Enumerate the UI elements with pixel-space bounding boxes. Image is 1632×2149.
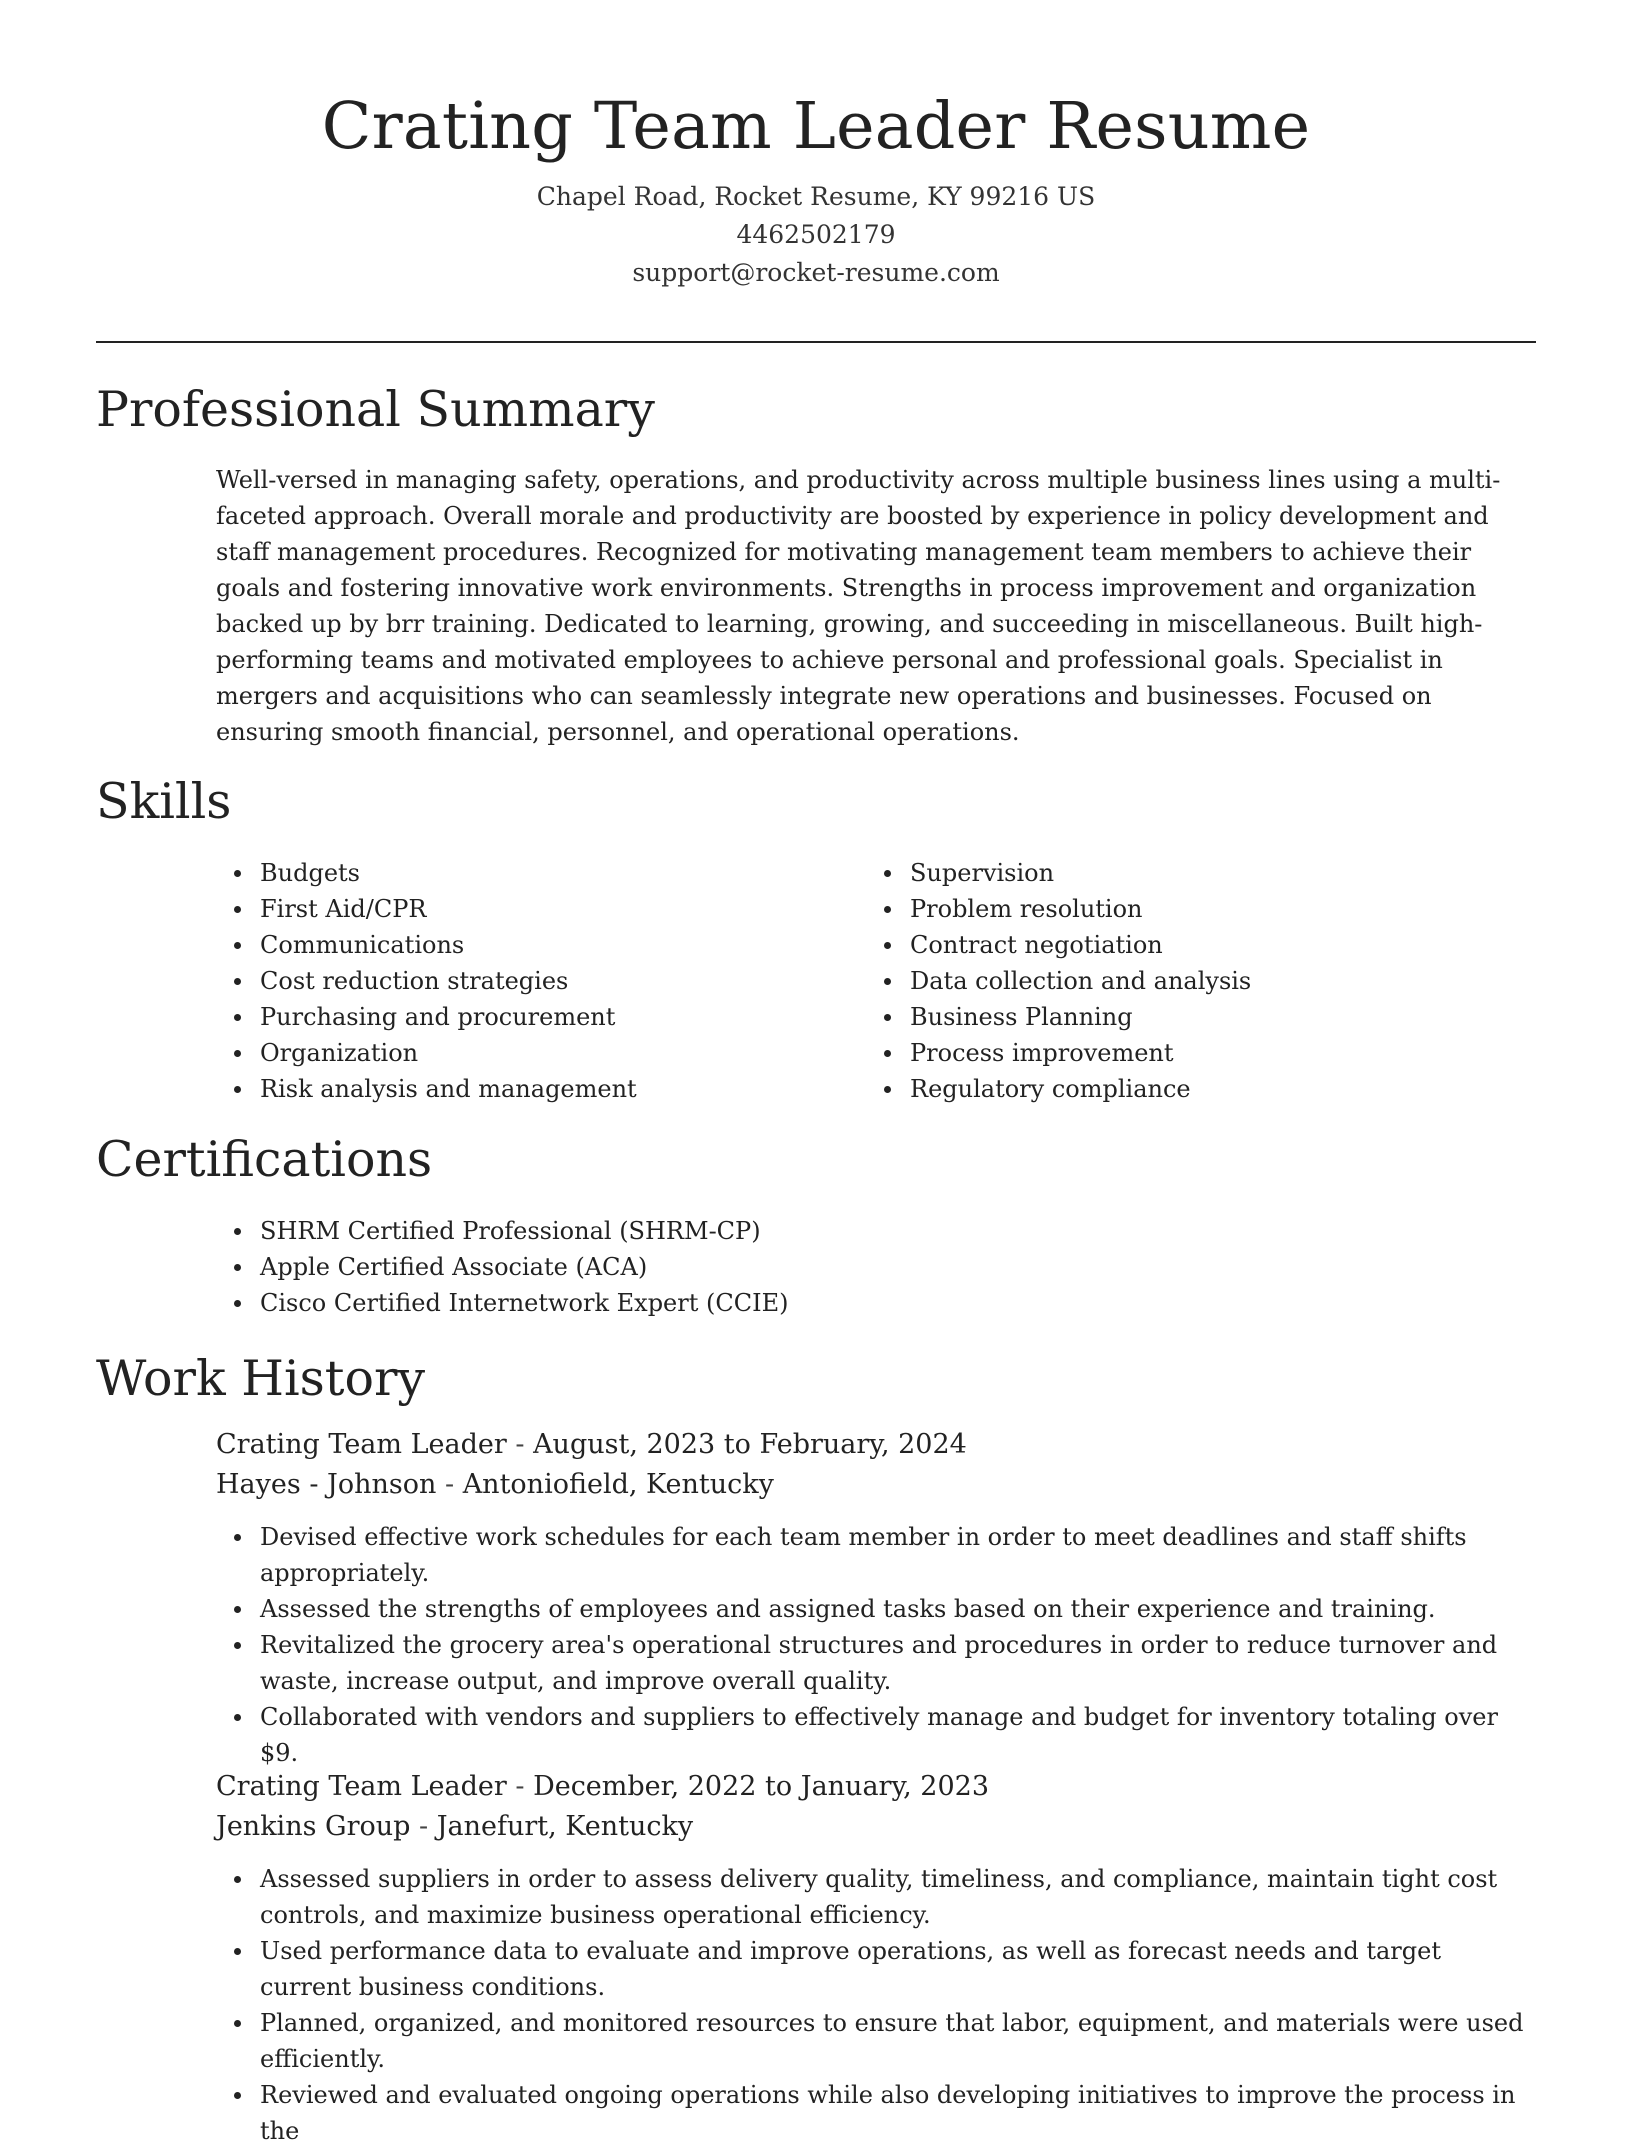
summary-text: Well-versed in managing safety, operations, and productivity across multiple business lines using a multi-faceted approach. Overall morale and productivity are boosted by experience in policy development and staff management procedures. Recognized for motivating management team members to achieve their goals and fostering innovative work environments. Strengths in process improvement and organization backed up by brr training. Dedicated to learning, growing, and succeeding in miscellaneous. Built high-performing teams and motivated employees to achieve personal and professional goals. Specialist in mergers and acquisitions who can seamlessly integrate new operations and businesses. Focused on ensuring smooth financial, personnel, and operational operations. [216, 466, 1501, 746]
skill-item: Contract negotiation [866, 927, 1526, 963]
summary-heading: Professional Summary [96, 381, 655, 438]
job-entry [216, 1425, 1536, 1771]
job-company-line [216, 1807, 1536, 1847]
skill-item: Problem resolution [866, 891, 1526, 927]
job-company: Jenkins Group [216, 1811, 411, 1842]
job-separator: - [436, 1469, 463, 1500]
certification-item: Cisco Certified Internetwork Expert (CCIE) [216, 1285, 1526, 1321]
contact-email: support@rocket-resume.com [632, 258, 1000, 287]
job-bullet-list [216, 1519, 1536, 1771]
contact-address: Chapel Road, Rocket Resume, KY 99216 US [536, 182, 1096, 211]
job-location: Antoniofield, Kentucky [462, 1469, 774, 1500]
skill-item: Organization [216, 1035, 856, 1071]
job-bullet: Devised effective work schedules for each team member in order to meet deadlines and staff shifts appropriately. [216, 1519, 1536, 1591]
job-separator: - [506, 1771, 534, 1802]
skill-item: Supervision [866, 855, 1526, 891]
skill-item: Communications [216, 927, 856, 963]
job-separator: - [410, 1811, 437, 1842]
job-bullet: Used performance data to evaluate and improve operations, as well as forecast needs and target current business conditions. [216, 1933, 1536, 2005]
job-entry [216, 1767, 1536, 2149]
resume-title: Crating Team Leader Resume [321, 89, 1311, 164]
job-title-line [216, 1425, 1536, 1465]
skill-item: Regulatory compliance [866, 1071, 1526, 1107]
skills-list-left [216, 855, 856, 1107]
header-divider [96, 341, 1536, 343]
job-separator: - [506, 1429, 534, 1460]
job-bullet-list [216, 1861, 1536, 2149]
work-history-heading: Work History [96, 1350, 426, 1407]
job-bullet: Revitalized the grocery area's operational structures and procedures in order to reduce turnover and waste, increase output, and improve overall quality. [216, 1627, 1536, 1699]
skill-item: Risk analysis and management [216, 1071, 856, 1107]
job-title: Crating Team Leader [216, 1771, 507, 1802]
job-bullet: Assessed the strengths of employees and assigned tasks based on their experience and training. [216, 1591, 1536, 1627]
job-bullet: Reviewed and evaluated ongoing operations while also developing initiatives to improve the process in the [216, 2077, 1536, 2149]
job-company-line [216, 1465, 1536, 1505]
job-bullet: Planned, organized, and monitored resources to ensure that labor, equipment, and materials were used efficiently. [216, 2005, 1536, 2077]
skill-item: Process improvement [866, 1035, 1526, 1071]
job-title-line [216, 1767, 1536, 1807]
contact-info [96, 178, 1536, 292]
certifications-list [216, 1213, 1526, 1321]
job-title: Crating Team Leader [216, 1429, 507, 1460]
skill-item: Cost reduction strategies [216, 963, 856, 999]
skill-item: Purchasing and procurement [216, 999, 856, 1035]
skill-item: First Aid/CPR [216, 891, 856, 927]
job-bullet: Collaborated with vendors and suppliers to effectively manage and budget for inventory totaling over $9. [216, 1699, 1536, 1771]
skill-item: Budgets [216, 855, 856, 891]
contact-phone: 4462502179 [736, 220, 896, 249]
certifications-heading: Certifications [96, 1131, 433, 1188]
job-bullet: Assessed suppliers in order to assess delivery quality, timeliness, and compliance, maintain tight cost controls, and maximize business operational efficiency. [216, 1861, 1536, 1933]
resume-header [96, 82, 1536, 292]
certification-item: SHRM Certified Professional (SHRM-CP) [216, 1213, 1526, 1249]
skill-item: Business Planning [866, 999, 1526, 1035]
skills-heading: Skills [96, 773, 232, 830]
job-company: Hayes - Johnson [216, 1469, 437, 1500]
job-dates: December, 2022 to January, 2023 [533, 1771, 989, 1802]
certification-item: Apple Certified Associate (ACA) [216, 1249, 1526, 1285]
skill-item: Data collection and analysis [866, 963, 1526, 999]
skills-list-right [866, 855, 1526, 1107]
job-location: Janefurt, Kentucky [436, 1811, 694, 1842]
job-dates: August, 2023 to February, 2024 [533, 1429, 967, 1460]
